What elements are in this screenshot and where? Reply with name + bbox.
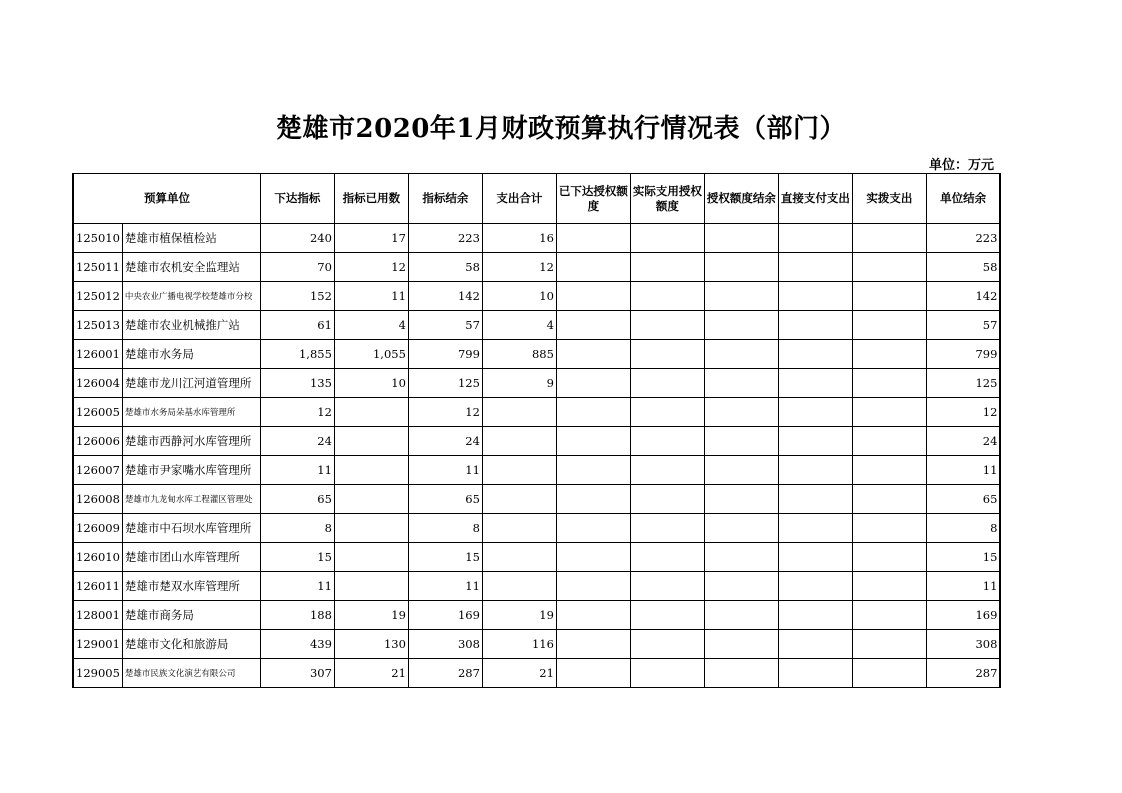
cell-unit-balance: 11 [926, 572, 1000, 601]
cell-unit-name: 楚雄市民族文化演艺有限公司 [122, 659, 260, 688]
cell-actual-alloc [852, 659, 926, 688]
cell-balance: 11 [408, 572, 482, 601]
cell-unit-name: 楚雄市水务局朵基水库管理所 [122, 398, 260, 427]
cell-actual-alloc [852, 369, 926, 398]
cell-balance: 24 [408, 427, 482, 456]
cell-actual-auth [630, 369, 704, 398]
cell-code: 129001 [73, 630, 122, 659]
cell-unit-name: 楚雄市楚双水库管理所 [122, 572, 260, 601]
cell-expense-total: 4 [482, 311, 556, 340]
cell-expense-total: 9 [482, 369, 556, 398]
unit-label: 单位：万元 [928, 158, 994, 173]
cell-authorized [556, 224, 630, 253]
cell-direct-pay [778, 543, 852, 572]
cell-unit-name: 楚雄市九龙甸水库工程灌区管理处 [122, 485, 260, 514]
cell-used: 19 [334, 601, 408, 630]
cell-expense-total [482, 514, 556, 543]
cell-issued: 70 [260, 253, 334, 282]
cell-actual-auth [630, 340, 704, 369]
cell-unit-name: 楚雄市农机安全监理站 [122, 253, 260, 282]
table-row [73, 311, 1000, 340]
cell-issued: 439 [260, 630, 334, 659]
cell-actual-auth [630, 311, 704, 340]
cell-actual-auth [630, 485, 704, 514]
cell-expense-total: 19 [482, 601, 556, 630]
cell-direct-pay [778, 224, 852, 253]
cell-actual-alloc [852, 514, 926, 543]
cell-direct-pay [778, 340, 852, 369]
cell-authorized [556, 427, 630, 456]
cell-code: 128001 [73, 601, 122, 630]
cell-balance: 287 [408, 659, 482, 688]
page-title: 楚雄市2020年1月财政预算执行情况表（部门） [276, 114, 846, 144]
cell-authorized [556, 253, 630, 282]
cell-unit-name: 楚雄市西静河水库管理所 [122, 427, 260, 456]
cell-actual-alloc [852, 253, 926, 282]
cell-balance: 125 [408, 369, 482, 398]
cell-used [334, 456, 408, 485]
cell-used: 11 [334, 282, 408, 311]
cell-actual-alloc [852, 427, 926, 456]
cell-authorized [556, 340, 630, 369]
cell-direct-pay [778, 456, 852, 485]
cell-issued: 11 [260, 456, 334, 485]
table-row [73, 427, 1000, 456]
cell-used: 1,055 [334, 340, 408, 369]
cell-expense-total: 116 [482, 630, 556, 659]
header-actual-alloc: 实拨支出 [852, 174, 926, 224]
budget-table [72, 173, 1001, 688]
table-row [73, 485, 1000, 514]
cell-used [334, 485, 408, 514]
cell-authorized [556, 514, 630, 543]
cell-expense-total: 16 [482, 224, 556, 253]
cell-auth-balance [704, 369, 778, 398]
cell-unit-name: 楚雄市水务局 [122, 340, 260, 369]
cell-actual-alloc [852, 340, 926, 369]
cell-direct-pay [778, 572, 852, 601]
cell-unit-balance: 65 [926, 485, 1000, 514]
cell-unit-balance: 24 [926, 427, 1000, 456]
table-row [73, 630, 1000, 659]
cell-actual-alloc [852, 282, 926, 311]
cell-used: 21 [334, 659, 408, 688]
table-body [73, 224, 1000, 688]
cell-direct-pay [778, 630, 852, 659]
cell-balance: 169 [408, 601, 482, 630]
table-row [73, 659, 1000, 688]
cell-actual-alloc [852, 601, 926, 630]
cell-authorized [556, 485, 630, 514]
cell-code: 129005 [73, 659, 122, 688]
cell-expense-total: 12 [482, 253, 556, 282]
cell-unit-balance: 308 [926, 630, 1000, 659]
header-used: 指标已用数 [334, 174, 408, 224]
cell-used: 17 [334, 224, 408, 253]
cell-direct-pay [778, 485, 852, 514]
cell-code: 125011 [73, 253, 122, 282]
cell-actual-auth [630, 398, 704, 427]
cell-direct-pay [778, 282, 852, 311]
cell-auth-balance [704, 253, 778, 282]
cell-issued: 1,855 [260, 340, 334, 369]
cell-authorized [556, 456, 630, 485]
cell-unit-balance: 142 [926, 282, 1000, 311]
cell-issued: 24 [260, 427, 334, 456]
cell-auth-balance [704, 630, 778, 659]
table-row [73, 224, 1000, 253]
cell-balance: 12 [408, 398, 482, 427]
cell-expense-total: 885 [482, 340, 556, 369]
cell-balance: 799 [408, 340, 482, 369]
cell-unit-name: 楚雄市中石坝水库管理所 [122, 514, 260, 543]
cell-auth-balance [704, 572, 778, 601]
cell-issued: 152 [260, 282, 334, 311]
cell-unit-name: 楚雄市团山水库管理所 [122, 543, 260, 572]
cell-actual-alloc [852, 572, 926, 601]
cell-expense-total [482, 398, 556, 427]
cell-used: 10 [334, 369, 408, 398]
cell-actual-auth [630, 659, 704, 688]
cell-used: 12 [334, 253, 408, 282]
cell-actual-auth [630, 427, 704, 456]
cell-unit-balance: 169 [926, 601, 1000, 630]
cell-unit-name: 楚雄市龙川江河道管理所 [122, 369, 260, 398]
cell-authorized [556, 311, 630, 340]
cell-auth-balance [704, 659, 778, 688]
cell-auth-balance [704, 485, 778, 514]
cell-balance: 223 [408, 224, 482, 253]
cell-authorized [556, 398, 630, 427]
cell-used: 4 [334, 311, 408, 340]
cell-unit-name: 楚雄市尹家嘴水库管理所 [122, 456, 260, 485]
cell-unit-balance: 57 [926, 311, 1000, 340]
cell-used: 130 [334, 630, 408, 659]
header-balance: 指标结余 [408, 174, 482, 224]
cell-unit-balance: 11 [926, 456, 1000, 485]
cell-code: 126008 [73, 485, 122, 514]
table-row [73, 572, 1000, 601]
cell-unit-balance: 15 [926, 543, 1000, 572]
cell-actual-alloc [852, 630, 926, 659]
cell-balance: 11 [408, 456, 482, 485]
cell-auth-balance [704, 543, 778, 572]
header-auth-balance: 授权额度结余 [704, 174, 778, 224]
cell-authorized [556, 630, 630, 659]
header-unit: 预算单位 [73, 174, 260, 224]
cell-expense-total [482, 485, 556, 514]
cell-balance: 308 [408, 630, 482, 659]
cell-actual-auth [630, 630, 704, 659]
header-direct-pay: 直接支付支出 [778, 174, 852, 224]
cell-code: 126006 [73, 427, 122, 456]
cell-actual-alloc [852, 485, 926, 514]
cell-direct-pay [778, 253, 852, 282]
cell-direct-pay [778, 311, 852, 340]
cell-issued: 307 [260, 659, 334, 688]
cell-unit-balance: 223 [926, 224, 1000, 253]
cell-expense-total: 21 [482, 659, 556, 688]
cell-code: 125013 [73, 311, 122, 340]
cell-unit-name: 楚雄市植保植检站 [122, 224, 260, 253]
cell-direct-pay [778, 369, 852, 398]
cell-balance: 58 [408, 253, 482, 282]
cell-code: 126004 [73, 369, 122, 398]
table-row [73, 456, 1000, 485]
cell-unit-name: 中央农业广播电视学校楚雄市分校 [122, 282, 260, 311]
table-row [73, 398, 1000, 427]
cell-code: 126009 [73, 514, 122, 543]
cell-actual-alloc [852, 224, 926, 253]
cell-issued: 12 [260, 398, 334, 427]
cell-balance: 57 [408, 311, 482, 340]
cell-authorized [556, 282, 630, 311]
cell-code: 125012 [73, 282, 122, 311]
table-row [73, 369, 1000, 398]
cell-actual-auth [630, 543, 704, 572]
table-row [73, 282, 1000, 311]
cell-used [334, 572, 408, 601]
cell-issued: 11 [260, 572, 334, 601]
cell-expense-total [482, 427, 556, 456]
table-row [73, 340, 1000, 369]
cell-actual-auth [630, 514, 704, 543]
cell-direct-pay [778, 514, 852, 543]
cell-issued: 135 [260, 369, 334, 398]
cell-unit-balance: 125 [926, 369, 1000, 398]
cell-code: 126010 [73, 543, 122, 572]
cell-auth-balance [704, 601, 778, 630]
header-actual-auth: 实际支用授权额度 [630, 174, 704, 224]
cell-issued: 8 [260, 514, 334, 543]
table-row [73, 543, 1000, 572]
cell-unit-balance: 799 [926, 340, 1000, 369]
cell-code: 126005 [73, 398, 122, 427]
cell-direct-pay [778, 427, 852, 456]
cell-expense-total: 10 [482, 282, 556, 311]
cell-balance: 8 [408, 514, 482, 543]
cell-actual-alloc [852, 543, 926, 572]
cell-unit-balance: 58 [926, 253, 1000, 282]
cell-code: 125010 [73, 224, 122, 253]
table-header-row [73, 174, 1000, 224]
cell-actual-auth [630, 282, 704, 311]
cell-authorized [556, 543, 630, 572]
cell-unit-name: 楚雄市商务局 [122, 601, 260, 630]
cell-actual-alloc [852, 456, 926, 485]
header-issued: 下达指标 [260, 174, 334, 224]
cell-used [334, 543, 408, 572]
cell-issued: 240 [260, 224, 334, 253]
cell-issued: 15 [260, 543, 334, 572]
cell-expense-total [482, 543, 556, 572]
cell-auth-balance [704, 514, 778, 543]
table-row [73, 514, 1000, 543]
cell-authorized [556, 601, 630, 630]
cell-authorized [556, 369, 630, 398]
cell-auth-balance [704, 224, 778, 253]
cell-actual-auth [630, 224, 704, 253]
cell-unit-balance: 287 [926, 659, 1000, 688]
cell-balance: 65 [408, 485, 482, 514]
cell-actual-auth [630, 572, 704, 601]
cell-direct-pay [778, 601, 852, 630]
cell-used [334, 427, 408, 456]
cell-balance: 142 [408, 282, 482, 311]
cell-auth-balance [704, 282, 778, 311]
cell-expense-total [482, 572, 556, 601]
cell-authorized [556, 659, 630, 688]
cell-used [334, 398, 408, 427]
cell-code: 126007 [73, 456, 122, 485]
cell-auth-balance [704, 456, 778, 485]
header-authorized: 已下达授权额度 [556, 174, 630, 224]
cell-expense-total [482, 456, 556, 485]
cell-code: 126011 [73, 572, 122, 601]
cell-unit-name: 楚雄市文化和旅游局 [122, 630, 260, 659]
cell-auth-balance [704, 427, 778, 456]
cell-code: 126001 [73, 340, 122, 369]
header-expense-total: 支出合计 [482, 174, 556, 224]
cell-actual-alloc [852, 311, 926, 340]
cell-actual-auth [630, 456, 704, 485]
cell-balance: 15 [408, 543, 482, 572]
cell-unit-name: 楚雄市农业机械推广站 [122, 311, 260, 340]
header-unit-balance: 单位结余 [926, 174, 1000, 224]
cell-actual-auth [630, 601, 704, 630]
cell-unit-balance: 8 [926, 514, 1000, 543]
cell-issued: 65 [260, 485, 334, 514]
table-row [73, 601, 1000, 630]
cell-unit-balance: 12 [926, 398, 1000, 427]
cell-auth-balance [704, 311, 778, 340]
cell-issued: 188 [260, 601, 334, 630]
cell-direct-pay [778, 659, 852, 688]
cell-actual-auth [630, 253, 704, 282]
cell-issued: 61 [260, 311, 334, 340]
table-row [73, 253, 1000, 282]
cell-direct-pay [778, 398, 852, 427]
cell-actual-alloc [852, 398, 926, 427]
cell-used [334, 514, 408, 543]
cell-auth-balance [704, 398, 778, 427]
cell-authorized [556, 572, 630, 601]
cell-auth-balance [704, 340, 778, 369]
